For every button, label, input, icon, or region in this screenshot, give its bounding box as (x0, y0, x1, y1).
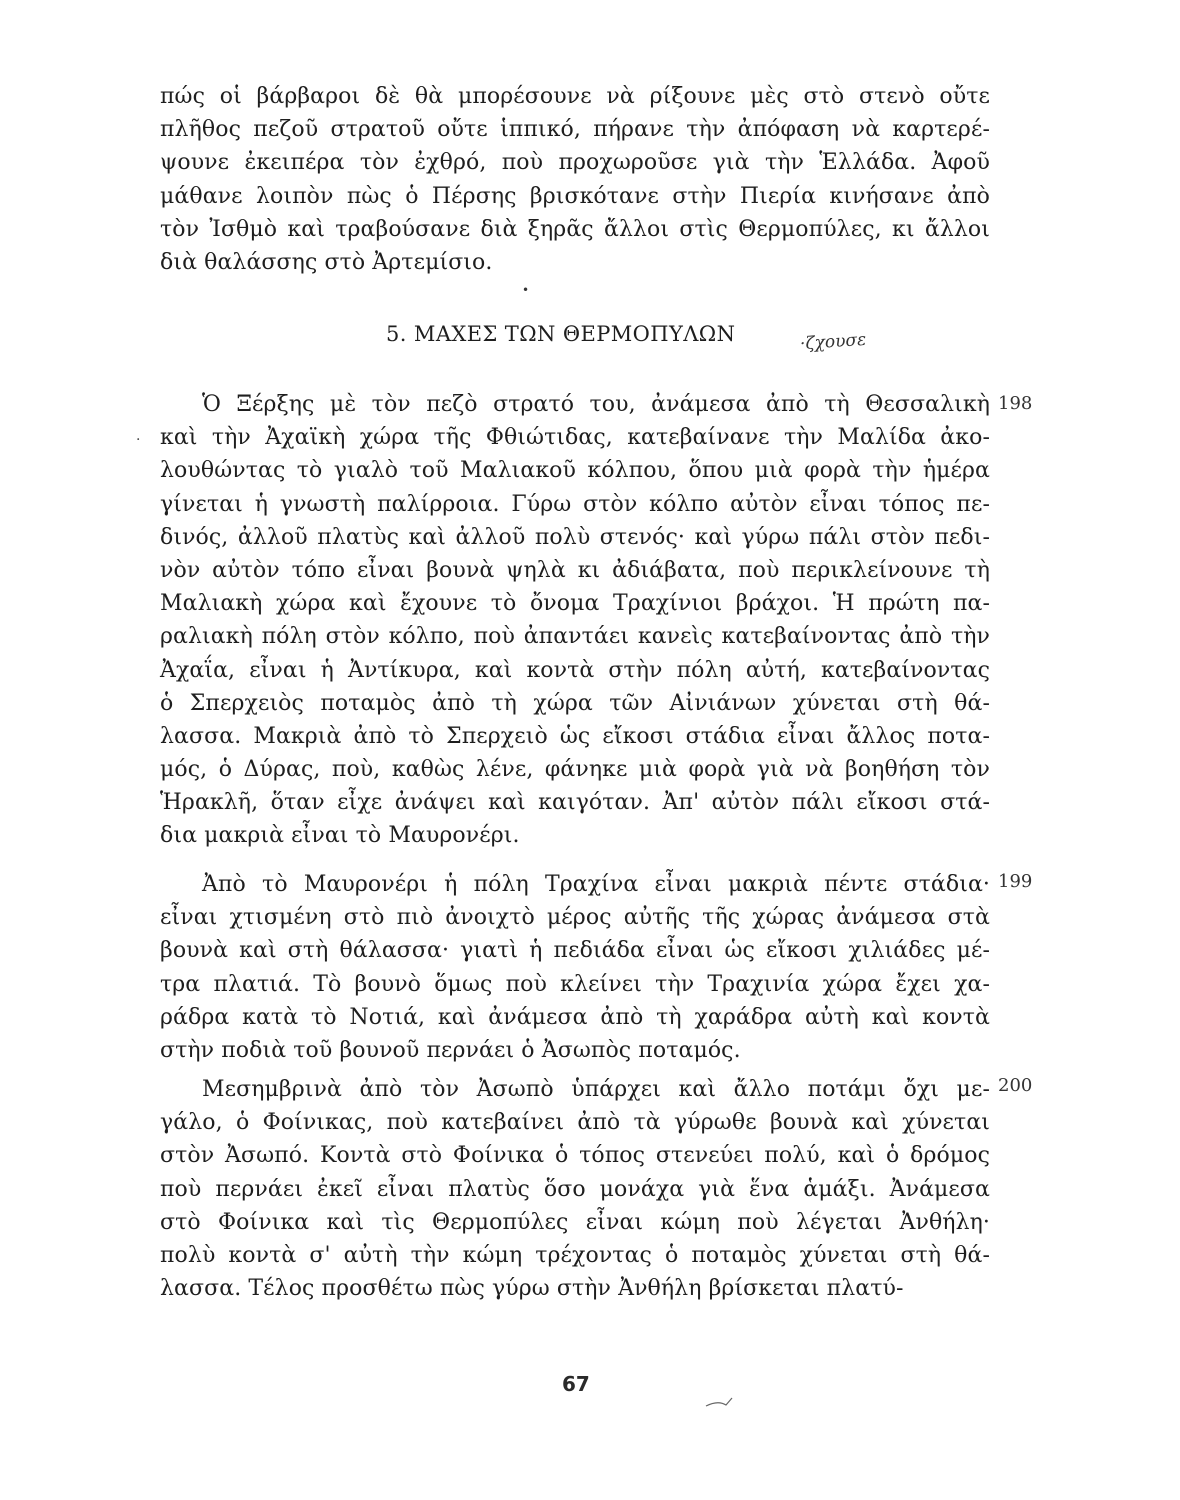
text-line: στὴν ποδιὰ τοῦ βουνοῦ περνάει ὁ Ἀσωπὸς ποταμός. (160, 1037, 741, 1063)
text-line: στὸ Φοίνικα καὶ τὶς Θερμοπύλες εἶναι κώμη ποὺ λέγεται Ἀνθήλη· (160, 1209, 990, 1235)
text-line: καὶ τὴν Ἀχαϊκὴ χώρα τῆς Φθιώτιδας, κατεβαίνανε τὴν Μαλίδα ἀκο- (160, 425, 990, 451)
text-line: πλῆθος πεζοῦ στρατοῦ οὔτε ἱππικό, πήρανε τὴν ἀπόφαση νὰ καρτερέ- (160, 117, 990, 143)
text-line: Ἡρακλῆ, ὅταν εἶχε ἀνάψει καὶ καιγόταν. Ἀπ' αὐτὸν πάλι εἴκοσι στά- (160, 790, 990, 816)
text-line: εἶναι χτισμένη στὸ πιὸ ἀνοιχτὸ μέρος αὐτῆς τῆς χώρας ἀνάμεσα στὰ (160, 905, 990, 931)
text-line: στὸν Ἀσωπό. Κοντὰ στὸ Φοίνικα ὁ τόπος στενεύει πολύ, καὶ ὁ δρόμος (160, 1143, 990, 1169)
text-line: λασσα. Μακριὰ ἀπὸ τὸ Σπερχειὸ ὡς εἴκοσι στάδια εἶναι ἄλλος ποτα- (160, 723, 990, 749)
stray-dot: · (136, 432, 141, 448)
margin-number: 198 (998, 393, 1033, 414)
text-line: γίνεται ἡ γνωστὴ παλίρροια. Γύρω στὸν κόλπο αὐτὸν εἶναι τόπος πε- (160, 491, 990, 517)
text-line: διὰ θαλάσσης στὸ Ἀρτεμίσιο. (160, 249, 493, 275)
text-line: Ἀχαΐα, εἶναι ἡ Ἀντίκυρα, καὶ κοντὰ στὴν πόλη αὐτή, κατεβαίνοντας (160, 657, 990, 683)
text-line: μάθανε λοιπὸν πὼς ὁ Πέρσης βρισκότανε στὴν Πιερία κινήσανε ἀπὸ (160, 183, 990, 209)
text-line: γάλο, ὁ Φοίνικας, ποὺ κατεβαίνει ἀπὸ τὰ γύρωθε βουνὰ καὶ χύνεται (160, 1110, 990, 1136)
text-line: Ὁ Ξέρξης μὲ τὸν πεζὸ στρατό του, ἀνάμεσα ἀπὸ τὴ Θεσσαλικὴ (202, 392, 990, 417)
text-line: μός, ὁ Δύρας, ποὺ, καθὼς λένε, φάνηκε μιὰ φορὰ γιὰ νὰ βοηθήση τὸν (160, 757, 990, 783)
page-number: 67 (562, 1372, 590, 1396)
text-line: ποὺ περνάει ἐκεῖ εἶναι πλατὺς ὅσο μονάχα γιὰ ἕνα ἁμάξι. Ἀνάμεσα (160, 1176, 990, 1202)
text-line: ὁ Σπερχειὸς ποταμὸς ἀπὸ τὴ χώρα τῶν Αἰνιάνων χύνεται στὴ θά- (160, 690, 990, 716)
text-line: πώς οἱ βάρβαροι δὲ θὰ μπορέσουνε νὰ ρίξουνε μὲς στὸ στενὸ οὔτε (160, 84, 990, 109)
text-line: πολὺ κοντὰ σ' αὐτὴ τὴν κώμη τρέχοντας ὁ ποταμὸς χύνεται στὴ θά- (160, 1242, 990, 1268)
margin-number: 199 (998, 871, 1033, 892)
text-line: ράδρα κατὰ τὸ Νοτιά, καὶ ἀνάμεσα ἀπὸ τὴ χαράδρα αὐτὴ καὶ κοντὰ (160, 1004, 990, 1030)
text-line: λουθώντας τὸ γιαλὸ τοῦ Μαλιακοῦ κόλπου, ὅπου μιὰ φορὰ τὴν ἡμέρα (160, 458, 990, 484)
text-line: λασσα. Τέλος προσθέτω πὼς γύρω στὴν Ἀνθήλη βρίσκεται πλατύ- (160, 1276, 904, 1302)
text-line: τὸν Ἰσθμὸ καὶ τραβούσανε διὰ ξηρᾶς ἄλλοι στὶς Θερμοπύλες, κι ἄλλοι (160, 216, 990, 242)
stray-pen-mark (704, 1396, 734, 1410)
text-line: Ἀπὸ τὸ Μαυρονέρι ἡ πόλη Τραχίνα εἶναι μακριὰ πέντε στάδια· (202, 872, 990, 897)
paragraph-200 (160, 1073, 990, 1305)
bullet-mark: • (522, 283, 530, 297)
text-line: Μεσημβρινὰ ἀπὸ τὸν Ἀσωπὸ ὑπάρχει καὶ ἄλλο ποτάμι ὄχι με- (202, 1077, 990, 1102)
text-line: δινός, ἀλλοῦ πλατὺς καὶ ἀλλοῦ πολὺ στενός· καὶ γύρω πάλι στὸν πεδι- (160, 524, 990, 550)
text-line: βουνὰ καὶ στὴ θάλασσα· γιατὶ ἡ πεδιάδα εἶναι ὡς εἴκοσι χιλιάδες μέ- (160, 938, 990, 964)
handwritten-note: ·ζχουσε (799, 329, 867, 355)
margin-number: 200 (998, 1075, 1033, 1096)
section-heading: 5. ΜΑΧΕΣ ΤΩΝ ΘΕΡΜΟΠΥΛΩΝ (386, 322, 736, 346)
text-line: νὸν αὐτὸν τόπο εἶναι βουνὰ ψηλὰ κι ἀδιάβατα, ποὺ περικλείνουνε τὴ (160, 557, 990, 583)
intro-paragraph (160, 80, 990, 279)
text-line: δια μακριὰ εἶναι τὸ Μαυρονέρι. (160, 823, 520, 849)
text-line: ψουνε ἐκειπέρα τὸν ἐχθρό, ποὺ προχωροῦσε γιὰ τὴν Ἑλλάδα. Ἀφοῦ (160, 150, 990, 176)
paragraph-199 (160, 868, 990, 1067)
text-line: Μαλιακὴ χώρα καὶ ἔχουνε τὸ ὄνομα Τραχίνιοι βράχοι. Ἡ πρώτη πα- (160, 591, 990, 617)
text-line: τρα πλατιά. Τὸ βουνὸ ὅμως ποὺ κλείνει τὴν Τραχινία χώρα ἔχει χα- (160, 971, 990, 997)
paragraph-198 (160, 388, 990, 853)
text-line: ραλιακὴ πόλη στὸν κόλπο, ποὺ ἀπαντάει κανεὶς κατεβαίνοντας ἀπὸ τὴν (160, 624, 990, 650)
